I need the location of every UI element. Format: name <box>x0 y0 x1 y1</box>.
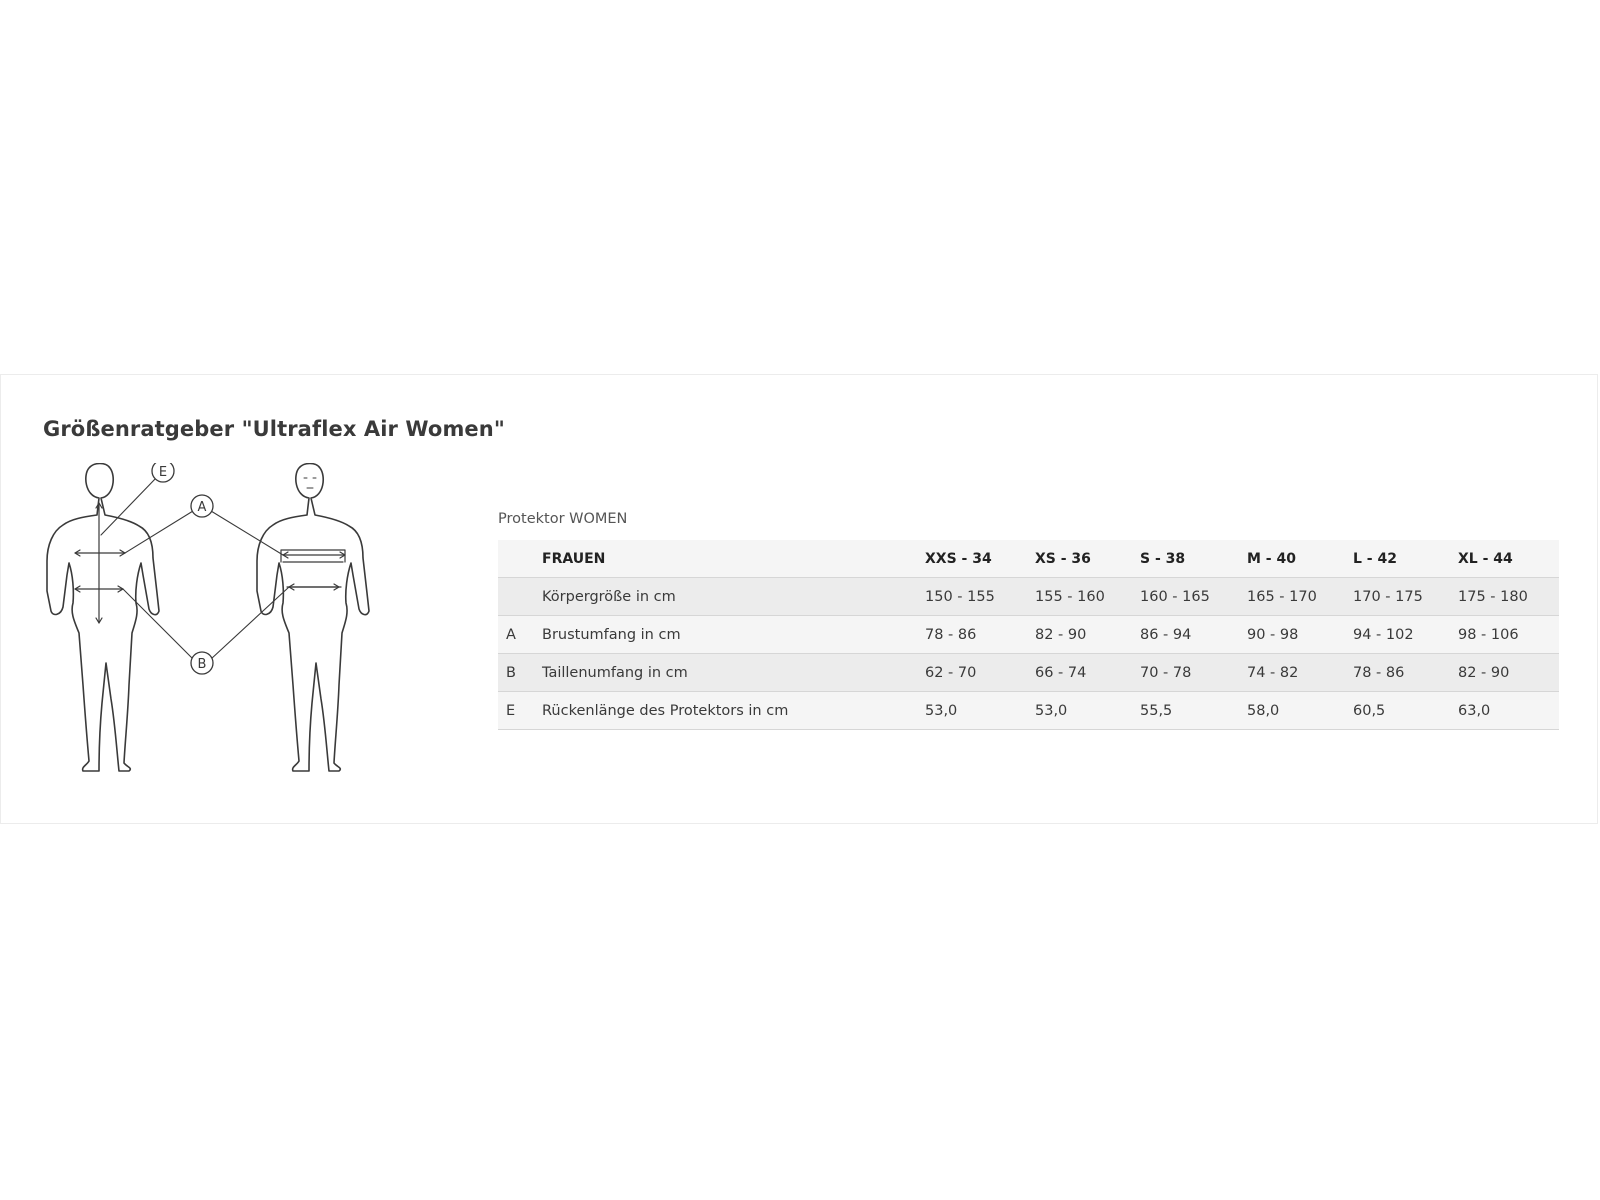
table-row <box>498 654 1559 692</box>
table-cell: 170 - 175 <box>1353 578 1458 616</box>
table-cell: 62 - 70 <box>925 654 1035 692</box>
table-cell: 175 - 180 <box>1458 578 1559 616</box>
header-size: XXS - 34 <box>925 540 1035 578</box>
header-size: XL - 44 <box>1458 540 1559 578</box>
table-caption: Protektor WOMEN <box>498 511 628 527</box>
table-cell: 98 - 106 <box>1458 616 1559 654</box>
header-size: S - 38 <box>1140 540 1247 578</box>
table-row <box>498 692 1559 730</box>
table-cell: 53,0 <box>925 692 1035 730</box>
header-size: M - 40 <box>1247 540 1353 578</box>
body-measurement-figure <box>39 463 379 783</box>
svg-text:B: B <box>197 657 207 672</box>
table-cell: 155 - 160 <box>1035 578 1140 616</box>
table-cell: 82 - 90 <box>1035 616 1140 654</box>
table-cell: 150 - 155 <box>925 578 1035 616</box>
row-key: A <box>498 616 542 654</box>
row-label: Brustumfang in cm <box>542 616 925 654</box>
table-cell: 160 - 165 <box>1140 578 1247 616</box>
table-cell: 90 - 98 <box>1247 616 1353 654</box>
front-body-outline <box>257 464 369 772</box>
size-table <box>498 540 1559 730</box>
back-body-outline <box>47 464 159 772</box>
table-cell: 66 - 74 <box>1035 654 1140 692</box>
front-measure-lines <box>283 552 345 590</box>
table-cell: 58,0 <box>1247 692 1353 730</box>
table-cell: 55,5 <box>1140 692 1247 730</box>
table-cell: 60,5 <box>1353 692 1458 730</box>
row-label: Rückenlänge des Protektors in cm <box>542 692 925 730</box>
table-cell: 94 - 102 <box>1353 616 1458 654</box>
table-cell: 86 - 94 <box>1140 616 1247 654</box>
row-key: B <box>498 654 542 692</box>
table-cell: 53,0 <box>1035 692 1140 730</box>
table-header-row <box>498 540 1559 578</box>
table-cell: 63,0 <box>1458 692 1559 730</box>
table-cell: 82 - 90 <box>1458 654 1559 692</box>
marker-b <box>191 652 213 674</box>
svg-text:A: A <box>197 500 207 515</box>
row-label: Körpergröße in cm <box>542 578 925 616</box>
header-size: XS - 36 <box>1035 540 1140 578</box>
page-title: Größenratgeber "Ultraflex Air Women" <box>43 417 505 441</box>
table-cell: 74 - 82 <box>1247 654 1353 692</box>
row-key <box>498 578 542 616</box>
header-label: FRAUEN <box>542 540 925 578</box>
row-key: E <box>498 692 542 730</box>
table-cell: 165 - 170 <box>1247 578 1353 616</box>
header-key <box>498 540 542 578</box>
table-row <box>498 616 1559 654</box>
table-cell: 78 - 86 <box>925 616 1035 654</box>
back-measure-lines <box>75 503 125 623</box>
table-row <box>498 578 1559 616</box>
size-guide-panel <box>0 374 1598 824</box>
row-label: Taillenumfang in cm <box>542 654 925 692</box>
marker-a <box>191 495 213 517</box>
svg-text:E: E <box>158 465 168 480</box>
table-cell: 70 - 78 <box>1140 654 1247 692</box>
marker-e <box>152 463 174 482</box>
header-size: L - 42 <box>1353 540 1458 578</box>
table-cell: 78 - 86 <box>1353 654 1458 692</box>
